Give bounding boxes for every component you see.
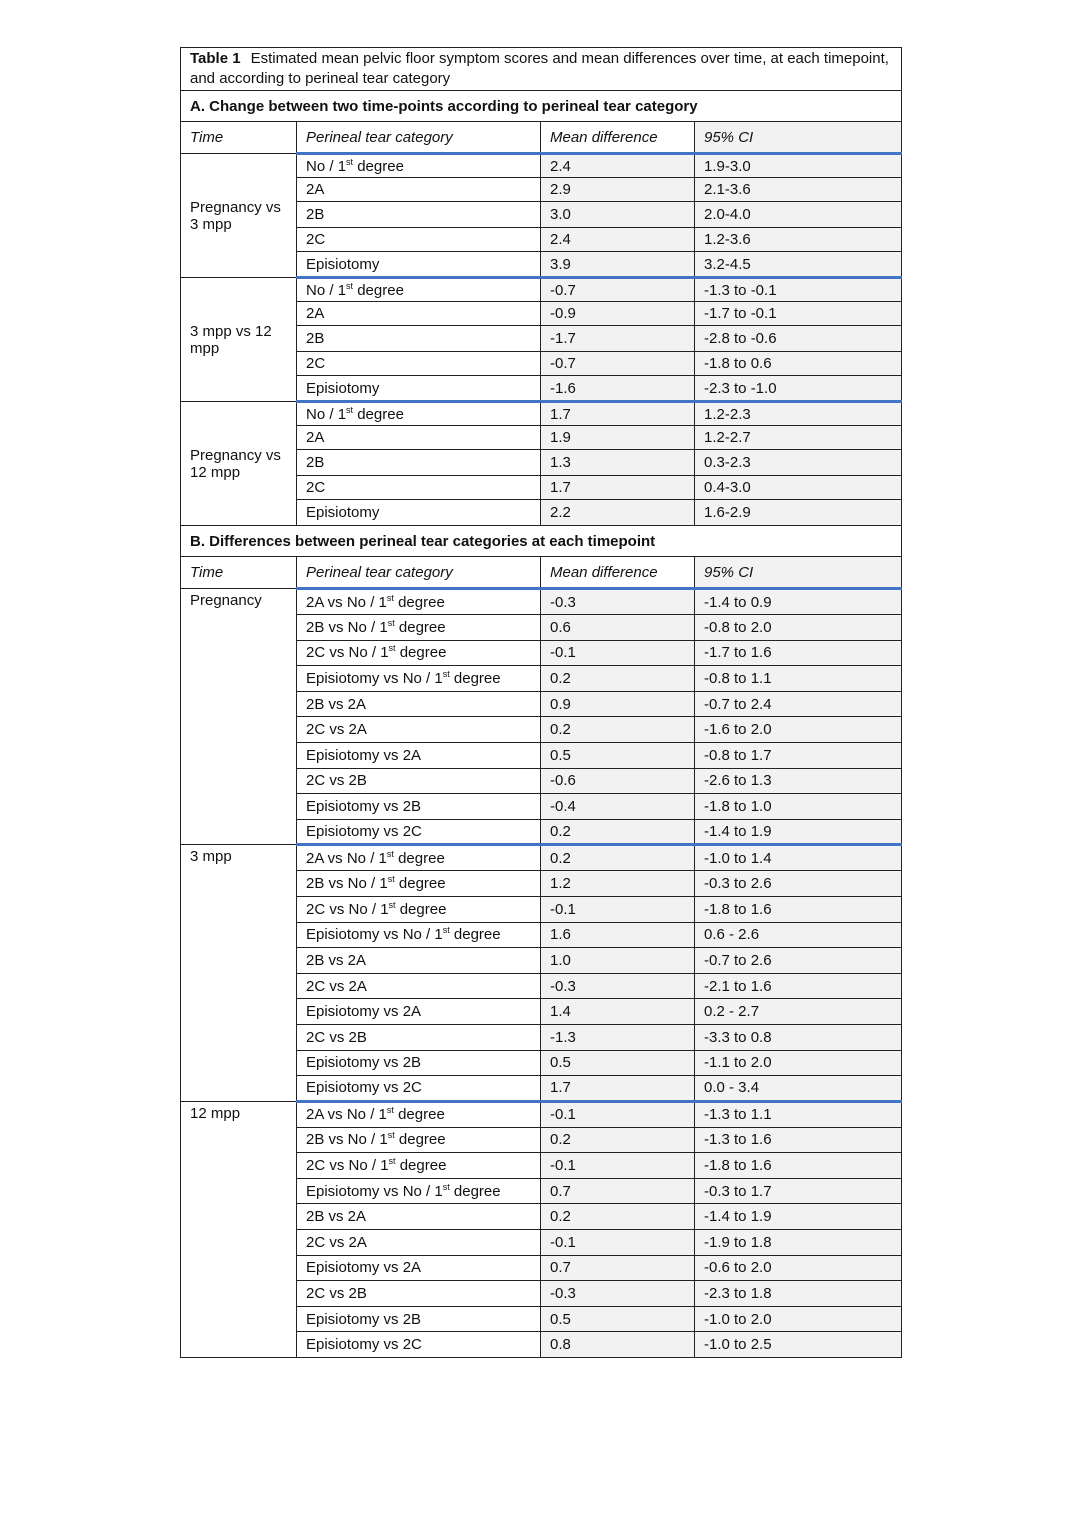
ci-cell: -0.3 to 2.6 — [695, 871, 902, 897]
mean-difference-cell: 1.6 — [541, 922, 695, 948]
mean-difference-cell: 1.3 — [541, 450, 695, 476]
ordinal-suffix: st — [388, 899, 396, 910]
category-cell: 2B — [297, 450, 541, 476]
ordinal-suffix: st — [387, 874, 395, 885]
category-cell: Episiotomy vs 2C — [297, 1076, 541, 1102]
table-row — [181, 402, 902, 426]
mean-difference-cell: 0.2 — [541, 845, 695, 871]
mean-difference-cell: 0.2 — [541, 666, 695, 692]
mean-difference-cell: 0.6 — [541, 615, 695, 641]
mean-difference-cell: -0.6 — [541, 768, 695, 794]
ci-cell: -0.3 to 1.7 — [695, 1178, 902, 1204]
mean-difference-cell: 3.9 — [541, 252, 695, 278]
mean-difference-cell: 0.7 — [541, 1255, 695, 1281]
ci-cell: -0.7 to 2.6 — [695, 948, 902, 974]
table-body — [181, 48, 902, 1358]
category-cell: 2C vs No / 1st degree — [297, 1153, 541, 1179]
ci-cell: 2.0-4.0 — [695, 202, 902, 228]
mean-difference-cell: -0.4 — [541, 794, 695, 820]
category-cell: 2C vs 2A — [297, 1230, 541, 1256]
mean-difference-cell: -1.7 — [541, 326, 695, 352]
ci-cell: -1.6 to 2.0 — [695, 717, 902, 743]
category-cell: Episiotomy vs 2B — [297, 1050, 541, 1076]
ci-cell: -1.4 to 1.9 — [695, 1204, 902, 1230]
column-header: Perineal tear category — [297, 122, 541, 154]
ordinal-suffix: st — [346, 156, 354, 167]
column-header: 95% CI — [695, 122, 902, 154]
category-cell: Episiotomy vs 2A — [297, 1255, 541, 1281]
ci-cell: 3.2-4.5 — [695, 252, 902, 278]
mean-difference-cell: -0.9 — [541, 302, 695, 326]
ci-cell: -1.4 to 0.9 — [695, 589, 902, 615]
ordinal-suffix: st — [387, 617, 395, 628]
ci-cell: 0.6 - 2.6 — [695, 922, 902, 948]
ci-cell: -1.8 to 0.6 — [695, 352, 902, 376]
mean-difference-cell: 1.7 — [541, 476, 695, 500]
category-cell: 2A vs No / 1st degree — [297, 845, 541, 871]
ordinal-suffix: st — [387, 1130, 395, 1141]
mean-difference-cell: 0.5 — [541, 1306, 695, 1332]
ci-cell: -1.0 to 2.0 — [695, 1306, 902, 1332]
category-cell: 2C vs No / 1st degree — [297, 896, 541, 922]
mean-difference-cell: -0.7 — [541, 278, 695, 302]
ci-cell: -2.3 to 1.8 — [695, 1281, 902, 1307]
mean-difference-cell: -0.7 — [541, 352, 695, 376]
category-cell: 2A — [297, 178, 541, 202]
ci-cell: 0.2 - 2.7 — [695, 999, 902, 1025]
ci-cell: -3.3 to 0.8 — [695, 1024, 902, 1050]
ci-cell: 1.9-3.0 — [695, 154, 902, 178]
category-cell: 2B vs No / 1st degree — [297, 615, 541, 641]
ordinal-suffix: st — [442, 925, 450, 936]
category-cell: 2A — [297, 426, 541, 450]
mean-difference-cell: -0.3 — [541, 589, 695, 615]
category-cell: 2C vs 2A — [297, 973, 541, 999]
caption-label: Table 1 — [190, 50, 241, 67]
mean-difference-cell: 1.4 — [541, 999, 695, 1025]
ordinal-suffix: st — [388, 643, 396, 654]
category-cell: Episiotomy vs 2A — [297, 999, 541, 1025]
column-header: Time — [181, 557, 297, 589]
category-cell: Episiotomy vs 2C — [297, 819, 541, 845]
category-cell: 2A — [297, 302, 541, 326]
category-cell: 2B vs No / 1st degree — [297, 1127, 541, 1153]
ordinal-suffix: st — [386, 592, 394, 603]
ci-cell: -1.8 to 1.6 — [695, 896, 902, 922]
category-cell: No / 1st degree — [297, 402, 541, 426]
ordinal-suffix: st — [346, 280, 354, 291]
category-cell: Episiotomy vs 2C — [297, 1332, 541, 1358]
ci-cell: -1.3 to 1.1 — [695, 1101, 902, 1127]
table-row — [181, 589, 902, 615]
mean-difference-cell: 0.9 — [541, 691, 695, 717]
column-header: Time — [181, 122, 297, 154]
ci-cell: -1.8 to 1.0 — [695, 794, 902, 820]
mean-difference-cell: 3.0 — [541, 202, 695, 228]
mean-difference-cell: 1.9 — [541, 426, 695, 450]
ci-cell: 0.4-3.0 — [695, 476, 902, 500]
mean-difference-cell: 0.7 — [541, 1178, 695, 1204]
mean-difference-cell: -0.1 — [541, 1153, 695, 1179]
category-cell: 2B — [297, 202, 541, 228]
ci-cell: -2.6 to 1.3 — [695, 768, 902, 794]
category-cell: 2B vs 2A — [297, 1204, 541, 1230]
caption-text: Estimated mean pelvic floor symptom scores and mean differences over time, at each timepoint, and according to perineal tear category — [190, 50, 889, 87]
mean-difference-cell: 0.2 — [541, 819, 695, 845]
ordinal-suffix: st — [442, 1181, 450, 1192]
category-cell: 2C vs 2A — [297, 717, 541, 743]
column-header: Mean difference — [541, 557, 695, 589]
mean-difference-cell: -0.1 — [541, 640, 695, 666]
time-cell: Pregnancy vs 12 mpp — [181, 402, 297, 526]
header-row — [181, 557, 902, 589]
column-header: Perineal tear category — [297, 557, 541, 589]
category-cell: 2B vs No / 1st degree — [297, 871, 541, 897]
ci-cell: -2.3 to -1.0 — [695, 376, 902, 402]
ci-cell: 2.1-3.6 — [695, 178, 902, 202]
mean-difference-cell: -0.1 — [541, 1230, 695, 1256]
time-cell: Pregnancy vs 3 mpp — [181, 154, 297, 278]
section-title-row — [181, 91, 902, 122]
category-cell: Episiotomy vs 2B — [297, 794, 541, 820]
mean-difference-cell: 0.5 — [541, 742, 695, 768]
category-cell: No / 1st degree — [297, 154, 541, 178]
category-cell: Episiotomy vs No / 1st degree — [297, 1178, 541, 1204]
category-cell: 2B vs 2A — [297, 948, 541, 974]
table-caption — [181, 48, 902, 91]
table-row — [181, 278, 902, 302]
ci-cell: 1.2-2.3 — [695, 402, 902, 426]
time-cell: 3 mpp — [181, 845, 297, 1101]
section-title: A. Change between two time-points according to perineal tear category — [181, 91, 902, 122]
category-cell: Episiotomy vs 2B — [297, 1306, 541, 1332]
ci-cell: -0.7 to 2.4 — [695, 691, 902, 717]
category-cell: 2C — [297, 228, 541, 252]
mean-difference-cell: -1.3 — [541, 1024, 695, 1050]
mean-difference-cell: 1.7 — [541, 1076, 695, 1102]
column-header: 95% CI — [695, 557, 902, 589]
ci-cell: 0.0 - 3.4 — [695, 1076, 902, 1102]
ci-cell: -1.3 to -0.1 — [695, 278, 902, 302]
category-cell: 2A vs No / 1st degree — [297, 1101, 541, 1127]
ci-cell: -1.1 to 2.0 — [695, 1050, 902, 1076]
ordinal-suffix: st — [386, 848, 394, 859]
mean-difference-cell: -0.1 — [541, 896, 695, 922]
category-cell: 2C vs 2B — [297, 1024, 541, 1050]
category-cell: 2C vs 2B — [297, 1281, 541, 1307]
mean-difference-cell: 2.4 — [541, 154, 695, 178]
category-cell: Episiotomy vs No / 1st degree — [297, 922, 541, 948]
category-cell: 2B — [297, 326, 541, 352]
mean-difference-cell: -0.3 — [541, 973, 695, 999]
ordinal-suffix: st — [442, 668, 450, 679]
ci-cell: 0.3-2.3 — [695, 450, 902, 476]
category-cell: 2C vs No / 1st degree — [297, 640, 541, 666]
category-cell: No / 1st degree — [297, 278, 541, 302]
header-row — [181, 122, 902, 154]
ci-cell: -1.3 to 1.6 — [695, 1127, 902, 1153]
category-cell: 2A vs No / 1st degree — [297, 589, 541, 615]
category-cell: Episiotomy — [297, 376, 541, 402]
category-cell: Episiotomy vs 2A — [297, 742, 541, 768]
ci-cell: 1.6-2.9 — [695, 500, 902, 526]
ci-cell: -2.1 to 1.6 — [695, 973, 902, 999]
mean-difference-cell: 2.2 — [541, 500, 695, 526]
category-cell: Episiotomy — [297, 500, 541, 526]
ordinal-suffix: st — [386, 1105, 394, 1116]
ci-cell: -1.0 to 1.4 — [695, 845, 902, 871]
mean-difference-cell: -0.3 — [541, 1281, 695, 1307]
mean-difference-cell: 0.2 — [541, 1204, 695, 1230]
mean-difference-cell: -1.6 — [541, 376, 695, 402]
mean-difference-cell: 1.0 — [541, 948, 695, 974]
time-cell: 3 mpp vs 12 mpp — [181, 278, 297, 402]
table-row — [181, 1101, 902, 1127]
ci-cell: -0.8 to 1.7 — [695, 742, 902, 768]
ci-cell: 1.2-3.6 — [695, 228, 902, 252]
category-cell: 2C vs 2B — [297, 768, 541, 794]
mean-difference-cell: 0.5 — [541, 1050, 695, 1076]
time-cell: Pregnancy — [181, 589, 297, 845]
category-cell: Episiotomy vs No / 1st degree — [297, 666, 541, 692]
ci-cell: -1.7 to -0.1 — [695, 302, 902, 326]
mean-difference-cell: 2.4 — [541, 228, 695, 252]
table-row — [181, 154, 902, 178]
ci-cell: -1.9 to 1.8 — [695, 1230, 902, 1256]
ci-cell: 1.2-2.7 — [695, 426, 902, 450]
ci-cell: -0.8 to 1.1 — [695, 666, 902, 692]
section-title: B. Differences between perineal tear categories at each timepoint — [181, 526, 902, 557]
results-table — [180, 47, 902, 1358]
mean-difference-cell: 2.9 — [541, 178, 695, 202]
table-row — [181, 845, 902, 871]
mean-difference-cell: 0.2 — [541, 1127, 695, 1153]
ci-cell: -1.0 to 2.5 — [695, 1332, 902, 1358]
mean-difference-cell: 1.2 — [541, 871, 695, 897]
category-cell: 2C — [297, 352, 541, 376]
ordinal-suffix: st — [388, 1156, 396, 1167]
mean-difference-cell: 0.2 — [541, 717, 695, 743]
column-header: Mean difference — [541, 122, 695, 154]
category-cell: Episiotomy — [297, 252, 541, 278]
ci-cell: -0.8 to 2.0 — [695, 615, 902, 641]
ordinal-suffix: st — [346, 404, 354, 415]
mean-difference-cell: 0.8 — [541, 1332, 695, 1358]
ci-cell: -1.7 to 1.6 — [695, 640, 902, 666]
mean-difference-cell: 1.7 — [541, 402, 695, 426]
mean-difference-cell: -0.1 — [541, 1101, 695, 1127]
ci-cell: -1.8 to 1.6 — [695, 1153, 902, 1179]
category-cell: 2B vs 2A — [297, 691, 541, 717]
ci-cell: -2.8 to -0.6 — [695, 326, 902, 352]
ci-cell: -0.6 to 2.0 — [695, 1255, 902, 1281]
category-cell: 2C — [297, 476, 541, 500]
section-title-row — [181, 526, 902, 557]
caption-row — [181, 48, 902, 91]
time-cell: 12 mpp — [181, 1101, 297, 1357]
ci-cell: -1.4 to 1.9 — [695, 819, 902, 845]
